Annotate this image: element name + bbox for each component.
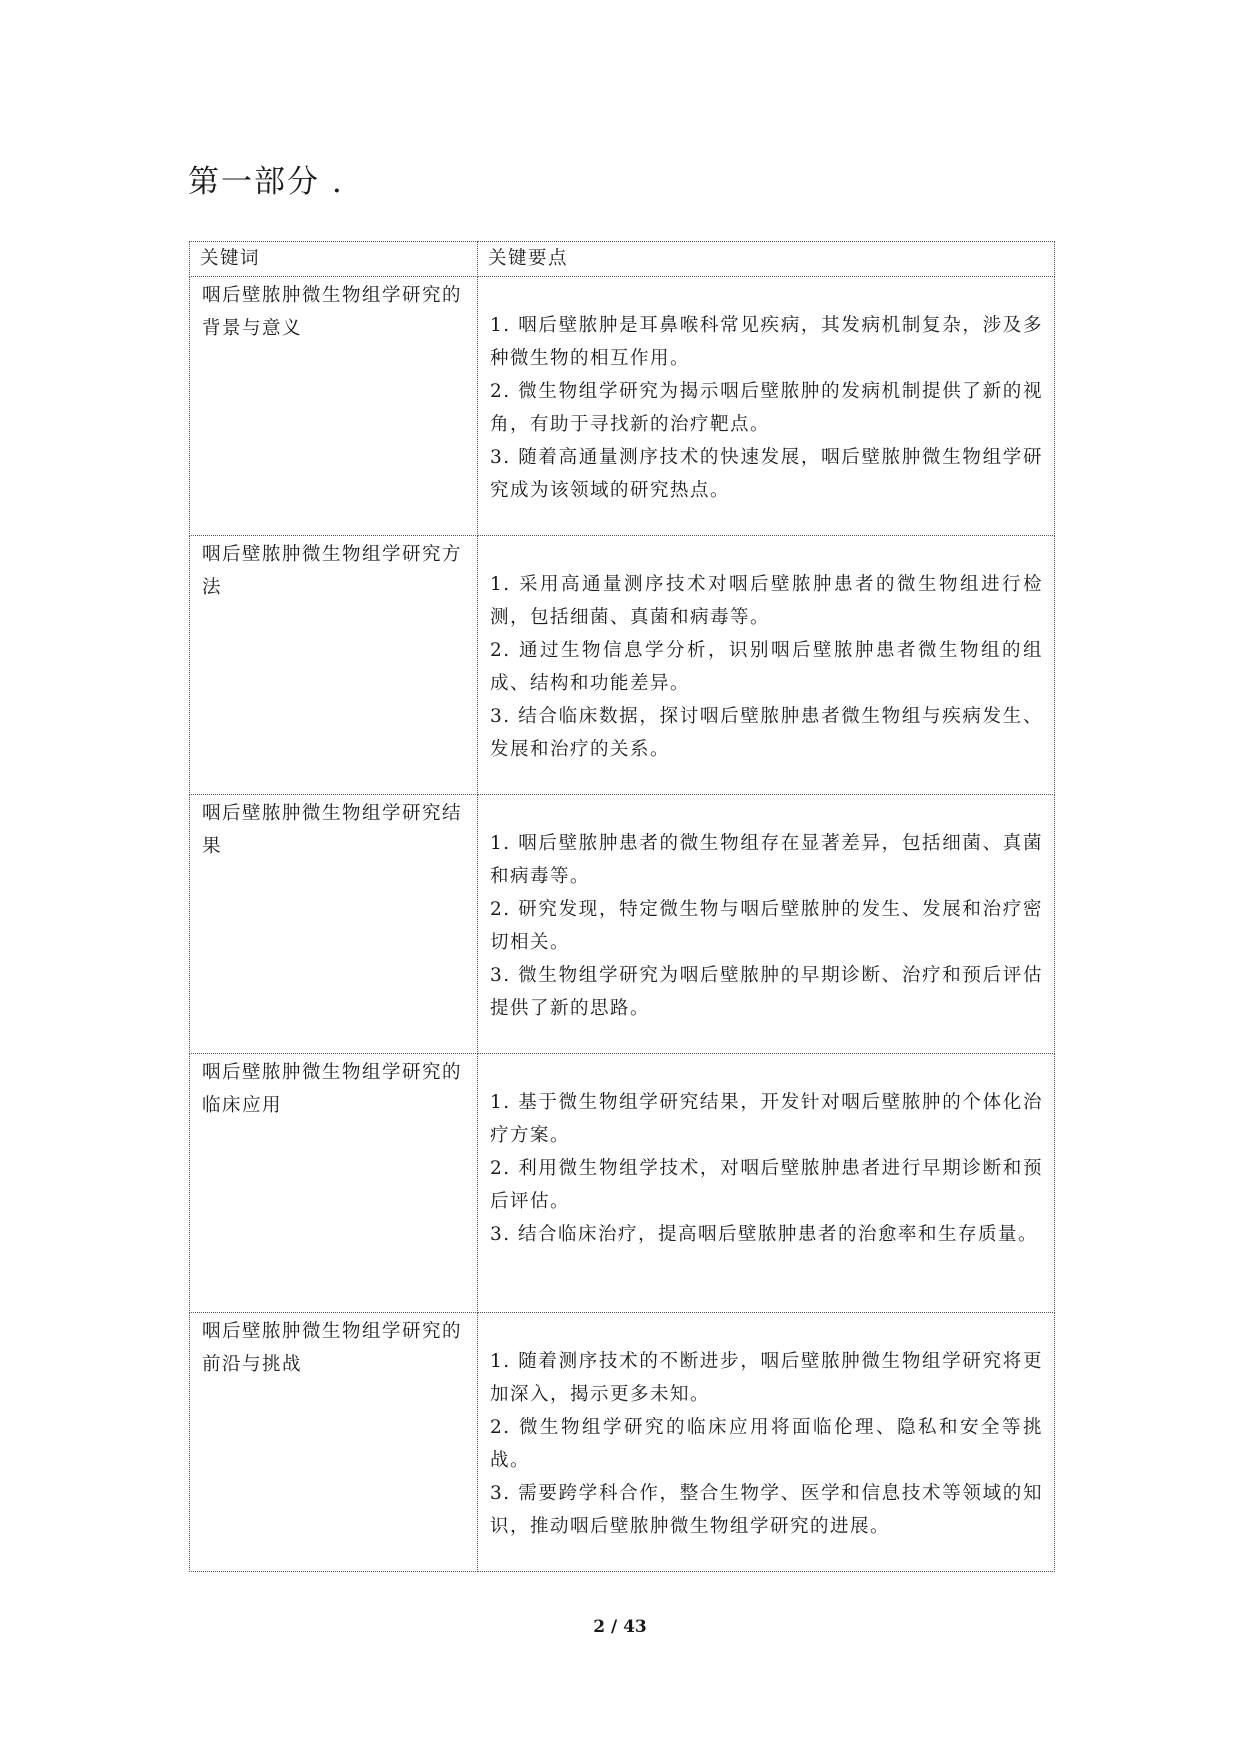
key-points-cell [478, 795, 1055, 1054]
key-points-table [189, 241, 1055, 1572]
table-row [190, 1313, 1055, 1572]
key-point: 3. 微生物组学研究为咽后壁脓肿的早期诊断、治疗和预后评估提供了新的思路。 [490, 965, 1043, 1019]
key-point: 3. 结合临床治疗，提高咽后壁脓肿患者的治愈率和生存质量。 [490, 1224, 1039, 1245]
table-row [190, 795, 1055, 1054]
section-heading: 第一部分 . [188, 164, 344, 200]
key-point: 3. 需要跨学科合作，整合生物学、医学和信息技术等领域的知识，推动咽后壁脓肿微生物组学研究的进展。 [490, 1483, 1043, 1537]
key-points-cell [478, 1054, 1055, 1313]
keyword-cell: 咽后壁脓肿微生物组学研究结果 [190, 795, 478, 1054]
column-header-keyword: 关键词 [190, 242, 478, 277]
keyword-cell: 咽后壁脓肿微生物组学研究的临床应用 [190, 1054, 478, 1313]
key-point: 1. 咽后壁脓肿患者的微生物组存在显著差异，包括细菌、真菌和病毒等。 [490, 833, 1043, 887]
table-row [190, 1054, 1055, 1313]
key-point: 1. 随着测序技术的不断进步，咽后壁脓肿微生物组学研究将更加深入，揭示更多未知。 [490, 1351, 1043, 1405]
key-points-cell [478, 1313, 1055, 1572]
key-point: 3. 随着高通量测序技术的快速发展，咽后壁脓肿微生物组学研究成为该领域的研究热点。 [490, 447, 1043, 501]
key-point: 1. 采用高通量测序技术对咽后壁脓肿患者的微生物组进行检测，包括细菌、真菌和病毒等。 [490, 574, 1043, 628]
key-points-cell [478, 277, 1055, 536]
key-point: 3. 结合临床数据，探讨咽后壁脓肿患者微生物组与疾病发生、发展和治疗的关系。 [490, 706, 1043, 760]
key-point: 2. 研究发现，特定微生物与咽后壁脓肿的发生、发展和治疗密切相关。 [490, 899, 1043, 953]
key-points-cell [478, 536, 1055, 795]
key-point: 2. 微生物组学研究为揭示咽后壁脓肿的发病机制提供了新的视角，有助于寻找新的治疗靶点。 [490, 381, 1043, 435]
key-point: 2. 微生物组学研究的临床应用将面临伦理、隐私和安全等挑战。 [490, 1417, 1043, 1471]
page-number: 2 / 43 [593, 1617, 647, 1637]
table-header-row [190, 242, 1055, 277]
keyword-cell: 咽后壁脓肿微生物组学研究方法 [190, 536, 478, 795]
key-point: 1. 咽后壁脓肿是耳鼻喉科常见疾病，其发病机制复杂，涉及多种微生物的相互作用。 [490, 315, 1043, 369]
key-point: 2. 通过生物信息学分析，识别咽后壁脓肿患者微生物组的组成、结构和功能差异。 [490, 640, 1043, 694]
column-header-key-points: 关键要点 [478, 242, 1055, 277]
table-row [190, 277, 1055, 536]
key-point: 2. 利用微生物组学技术，对咽后壁脓肿患者进行早期诊断和预后评估。 [490, 1158, 1043, 1212]
keyword-cell: 咽后壁脓肿微生物组学研究的前沿与挑战 [190, 1313, 478, 1572]
key-point: 1. 基于微生物组学研究结果，开发针对咽后壁脓肿的个体化治疗方案。 [490, 1092, 1043, 1146]
table-row [190, 536, 1055, 795]
keyword-cell: 咽后壁脓肿微生物组学研究的背景与意义 [190, 277, 478, 536]
